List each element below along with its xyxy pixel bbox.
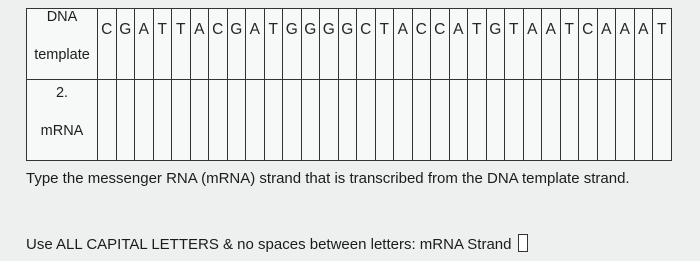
template-label-line1: DNA (46, 8, 78, 25)
mrna-cell (616, 80, 635, 161)
mrna-label-cell (27, 80, 98, 161)
template-base: A (616, 9, 635, 80)
template-base: G (301, 9, 320, 80)
template-base: G (283, 9, 302, 80)
mrna-cell (579, 80, 598, 161)
template-base: G (116, 9, 135, 80)
template-base: C (579, 9, 598, 80)
format-instruction-text: Use ALL CAPITAL LETTERS & no spaces between letters: mRNA Strand (26, 236, 512, 253)
template-base: G (320, 9, 339, 80)
template-base: C (98, 9, 117, 80)
template-base: A (394, 9, 413, 80)
template-base: T (560, 9, 579, 80)
mrna-cell (320, 80, 339, 161)
template-base: C (357, 9, 376, 80)
mrna-cell (542, 80, 561, 161)
mrna-cell (246, 80, 265, 161)
mrna-cell (431, 80, 450, 161)
mrna-cell (449, 80, 468, 161)
mrna-cell (505, 80, 524, 161)
mrna-cell (412, 80, 431, 161)
mrna-cell (153, 80, 172, 161)
template-base: G (486, 9, 505, 80)
template-base: T (468, 9, 487, 80)
mrna-cell (338, 80, 357, 161)
mrna-answer-input[interactable] (518, 234, 528, 252)
template-base: G (227, 9, 246, 80)
mrna-cell (172, 80, 191, 161)
template-base: T (264, 9, 283, 80)
mrna-cell (116, 80, 135, 161)
mrna-cell (264, 80, 283, 161)
template-label-line2: template (34, 46, 90, 63)
mrna-cell (301, 80, 320, 161)
mrna-cell (486, 80, 505, 161)
mrna-cell (653, 80, 672, 161)
question-text: Type the messenger RNA (mRNA) strand that is transcribed from the DNA template strand. (26, 170, 630, 187)
mrna-label: mRNA (40, 122, 84, 139)
mrna-number: 2. (55, 84, 69, 101)
template-base: C (431, 9, 450, 80)
question-text-block (26, 168, 686, 190)
template-base: A (634, 9, 653, 80)
mrna-cell (597, 80, 616, 161)
mrna-cell (375, 80, 394, 161)
template-base: A (523, 9, 542, 80)
template-base: A (246, 9, 265, 80)
mrna-cell (190, 80, 209, 161)
template-base: T (375, 9, 394, 80)
mrna-cell (98, 80, 117, 161)
template-base: A (542, 9, 561, 80)
mrna-row (27, 80, 672, 161)
template-base: C (412, 9, 431, 80)
mrna-cell (283, 80, 302, 161)
template-base: G (338, 9, 357, 80)
template-base: T (653, 9, 672, 80)
template-base: T (153, 9, 172, 80)
template-base: A (449, 9, 468, 80)
template-base: A (190, 9, 209, 80)
mrna-cell (560, 80, 579, 161)
mrna-cell (523, 80, 542, 161)
template-base: A (135, 9, 154, 80)
mrna-cell (357, 80, 376, 161)
template-base: A (597, 9, 616, 80)
template-base: T (172, 9, 191, 80)
template-label-cell (27, 9, 98, 80)
mrna-cell (209, 80, 228, 161)
template-base: T (505, 9, 524, 80)
mrna-cell (135, 80, 154, 161)
template-base: C (209, 9, 228, 80)
format-instruction (26, 234, 528, 253)
mrna-cell (634, 80, 653, 161)
mrna-cell (227, 80, 246, 161)
template-row (27, 9, 672, 80)
mrna-cell (468, 80, 487, 161)
dna-table (26, 8, 672, 161)
mrna-cell (394, 80, 413, 161)
